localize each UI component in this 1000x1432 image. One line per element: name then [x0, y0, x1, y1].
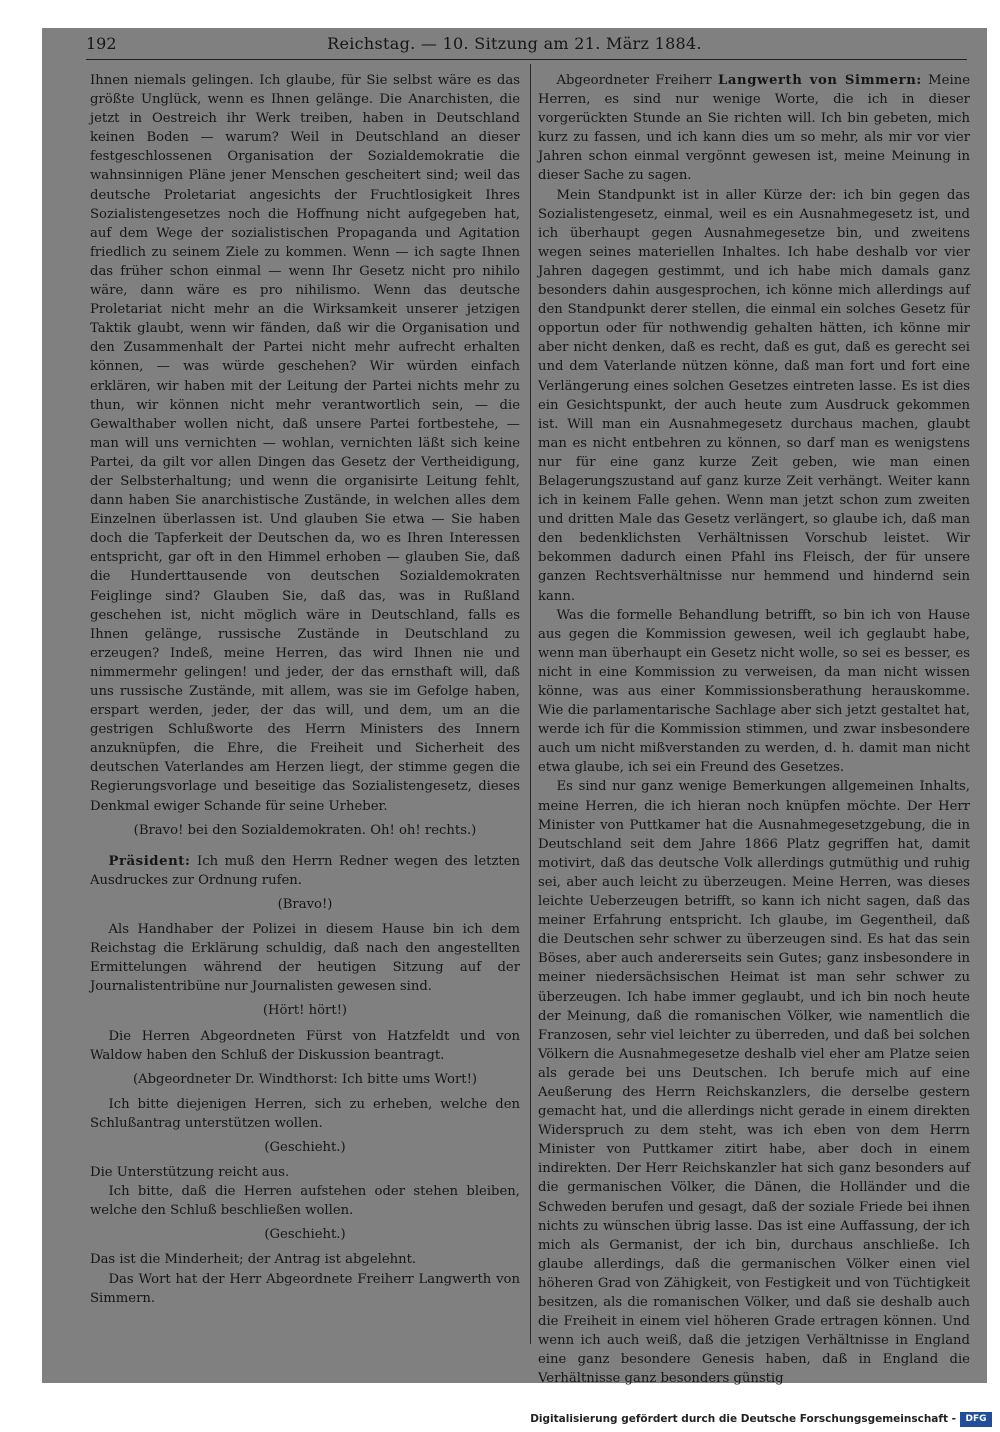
page-header: [42, 28, 987, 62]
paragraph: [538, 777, 970, 1388]
paragraph-text: (Abgeordneter Dr. Windthorst: Ich bitte ums Wort!): [132, 1071, 478, 1087]
paragraph: [538, 606, 970, 778]
paragraph: [538, 71, 970, 186]
right-column: [538, 71, 970, 1388]
paragraph-text: Ihnen niemals gelingen. Ich glaube, für Sie selbst wäre es das größte Unglück, wenn es Ihnen gelänge. Die Anarchisten, die jetzt in Oestreich ihr Werk treiben, haben in Deutschland keinen Boden — warum? Weil in Deutschland an dieser festgeschlossenen Organisation der Sozialdemokratie die wahnsinnigen Pläne jener Menschen gescheitert sind; weil das deutsche Proletariat angesichts der Fruchtlosigkeit Ihres Sozialistengesetzes noch die Hoffnung nicht aufgegeben hat, auf dem Wege der sozialistischen Propaganda und Agitation friedlich zu seinem Ziele zu kommen. Wenn — ich sagte Ihnen das früher schon einmal — wenn Ihr Gesetz nicht pro nihilo wäre, dann wäre es pro nihilismo. Wenn das deutsche Proletariat nicht mehr an die Wirksamkeit unserer jetzigen Taktik glaubt, wenn wir fänden, daß wir die Organisation und den Zusammenhalt der Partei nicht mehr aufrecht erhalten können, — was würde geschehen? Wir würden einfach erklären, wir haben mit der Leitung der Partei nichts mehr zu thun, wir können nicht mehr verantwortlich sein, — die Gewalthaber wollen nicht, daß unsere Partei fortbestehe, — man will uns vernichten — wohlan, vernichten läßt sich keine Partei, da gilt vor allen Dingen das Gesetz der Vertheidigung, der Selbsterhaltung; und wenn die organisirte Leitung fehlt, dann haben Sie anarchistische Zustände, in welchen alles dem Einzelnen überlassen ist. Und glauben Sie etwa — Sie haben doch die Tapferkeit der Deutschen da, wo es Ihren Interessen entspricht, gar oft in den Himmel erhoben — glauben Sie, daß die Hunderttausende von deutschen Sozialdemokraten Feiglinge sind? Glauben Sie, daß das, was in Rußland geschehen ist, nicht möglich wäre in Deutschland, falls es Ihnen gelänge, russische Zustände in Deutschland zu erzeugen? Indeß, meine Herren, das wird Ihnen nie und nimmermehr gelingen! und jeder, der das ernsthaft will, daß uns russische Zustände, mit allem, was sie im Gefolge haben, erspart werden, jeder, der das will, und dem, um an die gestrigen Schlußworte des Herrn Ministers des Innern anzuknüpfen, die Ehre, die Freiheit und Sicherheit des deutschen Vaterlandes am Herzen liegt, der stimme gegen die Regierungsvorlage und beseitige das Sozialistengesetz, dieses Denkmal ewiger Schande für seine Urheber.: [90, 73, 520, 814]
paragraph-text: (Geschieht.): [264, 1139, 346, 1155]
stage-direction: [90, 821, 520, 840]
stage-direction: [90, 1138, 520, 1157]
paragraph-text: Ich muß den Herrn Redner wegen des letzten Ausdruckes zur Ordnung rufen.: [90, 853, 520, 888]
page-number: 192: [86, 34, 117, 53]
paragraph-text: Was die formelle Behandlung betrifft, so bin ich von Hause aus gegen die Kommission gewesen, weil ich geglaubt habe, wenn man überhaupt ein Gesetz nicht wolle, so sei es besser, es nicht in eine Kommission zu verweisen, da man nicht wissen könne, was aus einer Kommissionsberathung herauskomme. Wie die parlamentarische Sachlage aber sich jetzt gestaltet hat, werde ich für die Kommission stimmen, und zwar insbesondere auch um nicht mißverstanden zu werden, d. h. damit man nicht etwa glaube, ich sei ein Freund des Gesetzes.: [538, 607, 970, 776]
stage-direction: [90, 1225, 520, 1244]
paragraph-text: Die Herren Abgeordneten Fürst von Hatzfeldt und von Waldow haben den Schluß der Diskussion beantragt.: [90, 1028, 520, 1063]
paragraph-text: (Hört! hört!): [262, 1003, 348, 1019]
paragraph-text: Ich bitte diejenigen Herren, sich zu erheben, welche den Schlußantrag unterstützen wollen.: [90, 1096, 520, 1131]
paragraph-text: Ich bitte, daß die Herren aufstehen oder stehen bleiben, welche den Schluß beschließen wollen.: [90, 1184, 520, 1219]
paragraph: [90, 1250, 520, 1269]
paragraph: [90, 71, 520, 816]
paragraph-text: Die Unterstützung reicht aus.: [90, 1165, 290, 1181]
paragraph: [90, 1027, 520, 1065]
speaker-prefix: Abgeordneter Freiherr: [556, 73, 719, 88]
paragraph-text: Das ist die Minderheit; der Antrag ist abgelehnt.: [90, 1252, 417, 1268]
running-head: Reichstag. — 10. Sitzung am 21. März 1884.: [327, 34, 702, 53]
header-rule: [86, 59, 967, 60]
paragraph-text: (Bravo!): [277, 896, 333, 912]
paragraph: [90, 1095, 520, 1133]
stage-direction: [90, 1001, 520, 1020]
column-divider: [530, 64, 531, 1344]
dfg-logo: DFG: [960, 1412, 992, 1427]
stage-direction: [90, 1070, 520, 1089]
paragraph-text: (Geschieht.): [264, 1227, 346, 1243]
paragraph-text: Mein Standpunkt ist in aller Kürze der: ich bin gegen das Sozialistengesetz, einmal, weil es ein Ausnahmegesetz ist, und ich überhaupt gegen Ausnahmegesetze bin, und zweitens wegen seines materiellen Inhaltes. Ich habe deshalb vor vier Jahren dagegen gestimmt, und ich habe mich damals ganz besonders dahin ausgesprochen, ich könne mich allerdings auf den Standpunkt derer stellen, die einmal ein solches Gesetz für opportun oder für nothwendig gehalten hätten, ich könne mir aber nicht denken, daß es recht, daß es gut, daß es gerecht sei und dem Vaterlande nützen könne, daß man fort und fort eine Verlängerung eines solchen Gesetzes eintreten lasse. Es ist dies ein Gesichtspunkt, der auch heute zum Ausdruck gekommen ist. Will man ein Ausnahmegesetz durchaus machen, glaubt man es nicht entbehren zu können, so darf man es wenigstens nur für eine ganz kurze Zeit geben, wie man einen Belagerungszustand auf ganz kurze Zeit verhängt. Weiter kann ich in keinem Falle gehen. Wenn man jetzt schon zum zweiten und dritten Male das Gesetz verlängert, so glaube ich, daß man den bedenklichsten Verhältnissen Vorschub leistet. Wir bekommen dadurch einen Pfahl ins Fleisch, der für unsere ganzen Rechtsverhältnisse nur hemmend und hindernd sein kann.: [538, 187, 970, 604]
left-column: [90, 71, 520, 1308]
paragraph: [90, 1270, 520, 1308]
paragraph-text: Es sind nur ganz wenige Bemerkungen allgemeinen Inhalts, meine Herren, die ich hieran noch knüpfen möchte. Der Herr Minister von Puttkamer hat die Ausnahmegesetzgebung, die in Deutschland seit dem Jahre 1866 Platz gegriffen hat, damit motivirt, daß das deutsche Volk allerdings gutmüthig und ruhig sei, aber auch leicht zu überzeugen. Meine Herren, was dieses leichte Ueberzeugen betrifft, so kann ich nicht sagen, daß das meiner Erfahrung entspricht. Ich glaube, im Gegentheil, daß die Deutschen sehr schwer zu überzeugen sind. Es hat das sein Böses, aber auch andererseits sein Gutes; ganz insbesondere in meiner niedersächsischen Heimat ist man sehr schwer zu überzeugen. Ich habe immer geglaubt, und ich bin noch heute der Meinung, daß die romanischen Völker, wie namentlich die Franzosen, sehr viel leichter zu überreden, und daß bei solchen Völkern die Ausnahmegesetze deshalb viel eher am Platze seien als gerade bei uns Deutschen. Ich berufe mich auf eine Aeußerung des Herrn Reichskanzlers, die derselbe gestern gemacht hat, und die allerdings nicht gerade in einem direkten Widerspruch zu dem steht, was ich eben von dem Herrn Minister von Puttkamer zitirt habe, aber doch in einem indirekten. Der Herr Reichskanzler hat sich ganz besonders auf die germanischen Völker, die Dänen, die Holländer und die Schweden berufen und gesagt, daß der soziale Friede bei ihnen nichts zu wünschen übrig lasse. Das ist eine Auffassung, der ich mich als Germanist, der ich bin, durchaus anschließe. Ich glaube allerdings, daß die germanischen Völker einen viel höheren Grad von Zähigkeit, von Festigkeit und von Tüchtigkeit besitzen, als die romanischen Völker, und daß sie deshalb auch die Freiheit in einem viel höheren Grade ertragen können. Und wenn ich auch weiß, daß die jetzigen Verhältnisse in England eine ganz besondere Genesis haben, daß in England die Verhältnisse ganz besonders günstig: [538, 779, 970, 1387]
footer-credit-text: Digitalisierung gefördert durch die Deutsche Forschungsgemeinschaft -: [530, 1413, 956, 1425]
paragraph: [538, 186, 970, 606]
paragraph-text: Meine Herren, es sind nur wenige Worte, die ich in dieser vorgerückten Stunde an Sie richten will. Ich bin gebeten, mich kurz zu fassen, und ich kann dies um so mehr, als mir vor vier Jahren schon einmal vergönnt gewesen ist, meine Meinung in dieser Sache zu sagen.: [538, 73, 970, 184]
scanned-page: [42, 28, 987, 1387]
paragraph-text: Als Handhaber der Polizei in diesem Hause bin ich dem Reichstag die Erklärung schuldig, daß nach den angestellten Ermittelungen während der heutigen Sitzung auf der Journalistentribüne nur Journalisten gewesen sind.: [90, 922, 520, 995]
stage-direction: [90, 895, 520, 914]
paragraph: [90, 920, 520, 996]
paragraph: [90, 852, 520, 890]
paragraph: [90, 1163, 520, 1182]
paragraph-text: (Bravo! bei den Sozialdemokraten. Oh! oh! rechts.): [133, 822, 477, 838]
speaker-name: Langwerth von Simmern:: [718, 73, 922, 88]
speaker-name: Präsident:: [108, 853, 191, 869]
digitization-footer: [530, 1412, 992, 1428]
paragraph: [90, 1182, 520, 1220]
paragraph-text: Das Wort hat der Herr Abgeordnete Freiherr Langwerth von Simmern.: [90, 1271, 520, 1306]
